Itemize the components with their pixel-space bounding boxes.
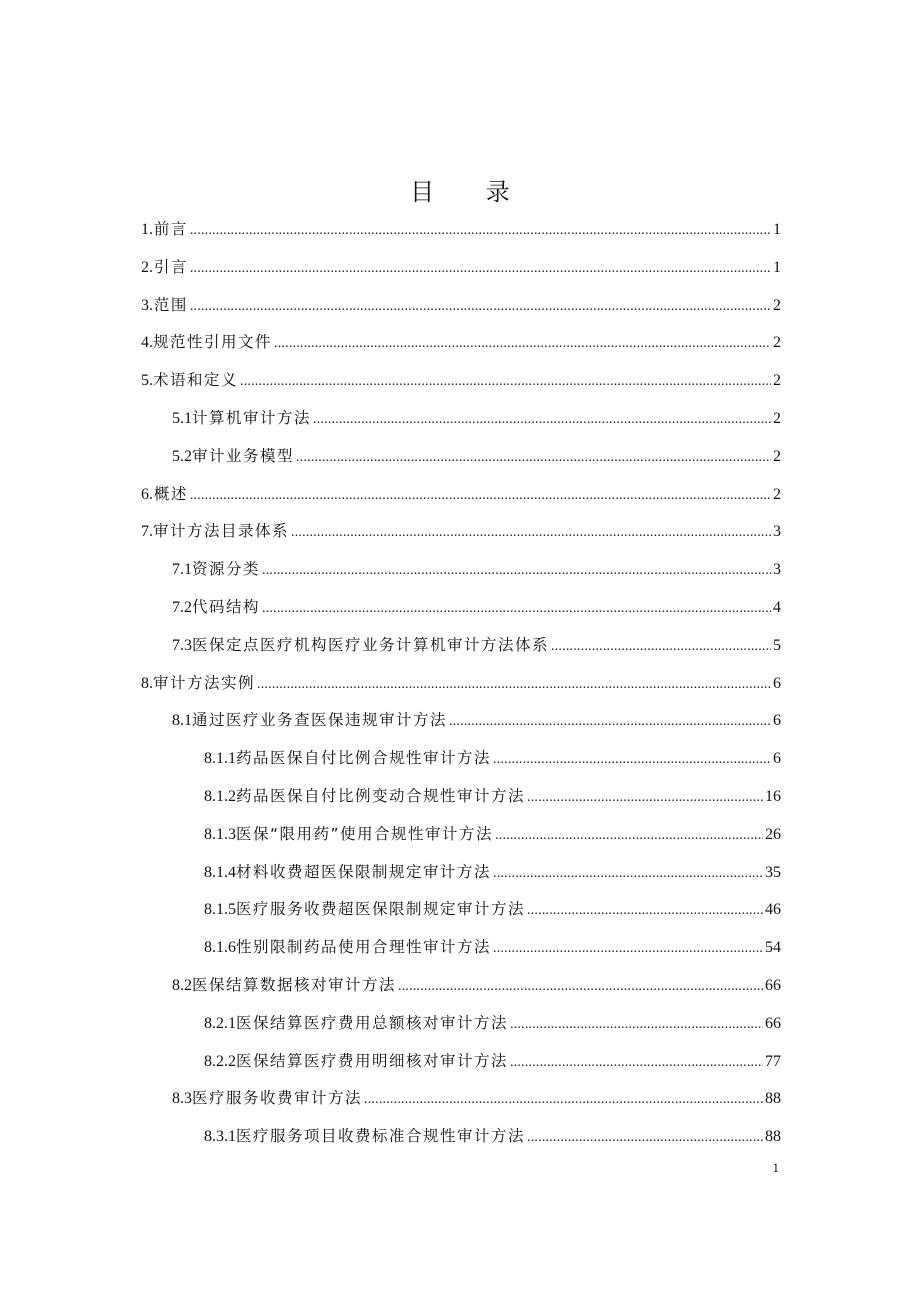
toc-entry-number: 5.2 <box>172 447 192 465</box>
toc-entry-page: 46 <box>765 901 781 919</box>
toc-entry-title: 范围 <box>153 295 188 314</box>
toc-entry-title: 前言 <box>153 220 188 238</box>
dot-leader <box>262 557 771 585</box>
dot-leader <box>495 822 763 850</box>
toc-entry-title: 规范性引用文件 <box>153 333 273 352</box>
toc-entry-number: 8.3 <box>172 1090 192 1108</box>
dot-leader <box>190 293 771 321</box>
toc-entry[interactable] <box>172 1084 781 1112</box>
toc-entry-number: 6. <box>141 485 153 503</box>
toc-entry-page: 6 <box>773 674 781 692</box>
toc-entry[interactable] <box>204 1009 781 1037</box>
toc-entry[interactable] <box>141 291 781 319</box>
toc-entry-number: 3. <box>141 296 153 314</box>
toc-entry[interactable] <box>172 706 781 734</box>
toc-entry-page: 66 <box>765 1014 781 1032</box>
toc-entry-page: 3 <box>773 561 781 579</box>
dot-leader <box>398 973 763 1001</box>
toc-entry-page: 1 <box>773 258 781 276</box>
toc-entry-number: 8.1.3 <box>204 825 236 843</box>
toc-entry[interactable] <box>141 517 781 545</box>
toc-entry-number: 2. <box>141 258 153 276</box>
toc-entry[interactable] <box>172 404 781 432</box>
dot-leader <box>527 897 763 925</box>
toc-entry-number: 8.3.1 <box>204 1128 236 1146</box>
toc-entry[interactable] <box>141 669 781 697</box>
toc-entry[interactable] <box>172 971 781 999</box>
toc-entry-page: 66 <box>765 977 781 994</box>
toc-entry[interactable] <box>204 744 781 772</box>
dot-leader <box>313 406 771 434</box>
toc-entry-number: 7.1 <box>172 561 192 579</box>
toc-entry-page: 2 <box>773 296 781 314</box>
dot-leader <box>527 1124 763 1152</box>
dot-leader <box>274 330 771 358</box>
toc-entry[interactable] <box>141 480 781 508</box>
toc-entry[interactable] <box>141 366 781 394</box>
toc-entry[interactable] <box>141 328 781 356</box>
toc-entry-number: 8.2.1 <box>204 1014 236 1032</box>
dot-leader <box>240 368 771 396</box>
toc-entry[interactable] <box>172 631 781 659</box>
toc-entry-page: 4 <box>773 599 781 616</box>
toc-entry-page: 3 <box>773 523 781 541</box>
toc-entry-title: 术语和定义 <box>153 371 239 390</box>
toc-entry-number: 7.3 <box>172 636 192 654</box>
dot-leader <box>510 1049 763 1077</box>
toc-entry-title: 医保“限用药”使用合规性审计方法 <box>236 824 494 843</box>
toc-entry-title: 医疗服务收费超医保限制规定审计方法 <box>236 900 526 919</box>
toc-entry-number: 8.2 <box>172 977 192 994</box>
toc-entry-title: 审计方法目录体系 <box>153 522 290 541</box>
dot-leader <box>190 217 771 245</box>
toc-heading: 目 录 <box>410 178 532 206</box>
dot-leader <box>296 444 771 472</box>
toc-entry-number: 8.1.2 <box>204 788 236 805</box>
toc-entry[interactable] <box>204 1047 781 1075</box>
toc-entry-page: 35 <box>765 863 781 881</box>
toc-entry-title: 医保结算数据核对审计方法 <box>192 976 397 994</box>
toc-entry-title: 通过医疗业务查医保违规审计方法 <box>192 711 448 730</box>
toc-entry-number: 8. <box>141 674 153 692</box>
toc-entry[interactable] <box>172 555 781 583</box>
page-number: 1 <box>772 1160 779 1175</box>
toc-entry-title: 医保结算医疗费用明细核对审计方法 <box>236 1051 509 1070</box>
toc-entry[interactable] <box>204 933 781 961</box>
toc-entry[interactable] <box>141 215 781 243</box>
toc-entry-number: 4. <box>141 334 153 352</box>
toc-entry-title: 医保定点医疗机构医疗业务计算机审计方法体系 <box>192 635 550 654</box>
toc-entry-page: 5 <box>773 636 781 654</box>
toc-entry-title: 医保结算医疗费用总额核对审计方法 <box>236 1013 509 1032</box>
toc-entry-title: 性别限制药品使用合理性审计方法 <box>236 938 492 957</box>
toc-entry-title: 计算机审计方法 <box>192 409 312 427</box>
dot-leader <box>364 1086 763 1114</box>
toc-entry[interactable] <box>204 782 781 810</box>
dot-leader <box>493 746 771 774</box>
toc-entry-page: 1 <box>773 221 781 238</box>
toc-entry-page: 16 <box>765 788 781 805</box>
toc-entry-title: 引言 <box>153 257 188 276</box>
toc-entry-page: 2 <box>773 410 781 427</box>
dot-leader <box>510 1011 763 1039</box>
toc-entry-page: 26 <box>765 825 781 843</box>
dot-leader <box>190 482 771 510</box>
toc-entry-page: 6 <box>773 712 781 730</box>
toc-entry[interactable] <box>141 253 781 281</box>
toc-entry[interactable] <box>172 593 781 621</box>
toc-entry-number: 7. <box>141 523 153 541</box>
toc-entry-title: 审计方法实例 <box>153 673 256 692</box>
toc-entry-page: 2 <box>773 485 781 503</box>
toc-entry-number: 7.2 <box>172 599 192 616</box>
dot-leader <box>190 255 771 283</box>
dot-leader <box>551 633 771 661</box>
dot-leader <box>291 519 771 547</box>
toc-entry-title: 概述 <box>153 484 188 503</box>
toc-entry-page: 88 <box>765 1128 781 1146</box>
toc-entry-number: 8.1.4 <box>204 863 236 881</box>
dot-leader <box>257 671 771 699</box>
toc-entry-title: 代码结构 <box>192 598 261 616</box>
toc-entry-number: 5. <box>141 372 153 390</box>
toc-entry-number: 8.1.5 <box>204 901 236 919</box>
toc-entry-page: 77 <box>765 1052 781 1070</box>
dot-leader <box>449 708 771 736</box>
toc-entry-page: 2 <box>773 372 781 390</box>
toc-entry-page: 2 <box>773 334 781 352</box>
toc-entry-title: 药品医保自付比例合规性审计方法 <box>236 749 492 768</box>
toc-entry[interactable] <box>204 820 781 848</box>
toc-entry-page: 88 <box>765 1090 781 1108</box>
toc-entry-number: 5.1 <box>172 410 192 427</box>
dot-leader <box>493 860 763 888</box>
toc-entry-number: 8.1.6 <box>204 939 236 957</box>
toc-entry-title: 材料收费超医保限制规定审计方法 <box>236 862 492 881</box>
toc-entry-title: 药品医保自付比例变动合规性审计方法 <box>236 787 526 805</box>
toc-entry-number: 1. <box>141 221 153 238</box>
toc-entry[interactable] <box>204 895 781 923</box>
toc-entry-title: 资源分类 <box>192 560 261 579</box>
toc-entry-number: 8.1 <box>172 712 192 730</box>
toc-entry-page: 54 <box>765 939 781 957</box>
dot-leader <box>527 784 763 812</box>
toc-entry-title: 审计业务模型 <box>192 446 295 465</box>
dot-leader <box>262 595 771 623</box>
toc-entry-title: 医疗服务项目收费标准合规性审计方法 <box>236 1127 526 1146</box>
dot-leader <box>493 935 763 963</box>
toc-entry-number: 8.2.2 <box>204 1052 236 1070</box>
toc-entry[interactable] <box>172 442 781 470</box>
toc-entry[interactable] <box>204 1122 781 1150</box>
toc-entry-number: 8.1.1 <box>204 750 236 768</box>
toc-entry-page: 2 <box>773 447 781 465</box>
toc-entry-title: 医疗服务收费审计方法 <box>192 1089 363 1108</box>
toc-entry-page: 6 <box>773 750 781 768</box>
toc-entry[interactable] <box>204 858 781 886</box>
